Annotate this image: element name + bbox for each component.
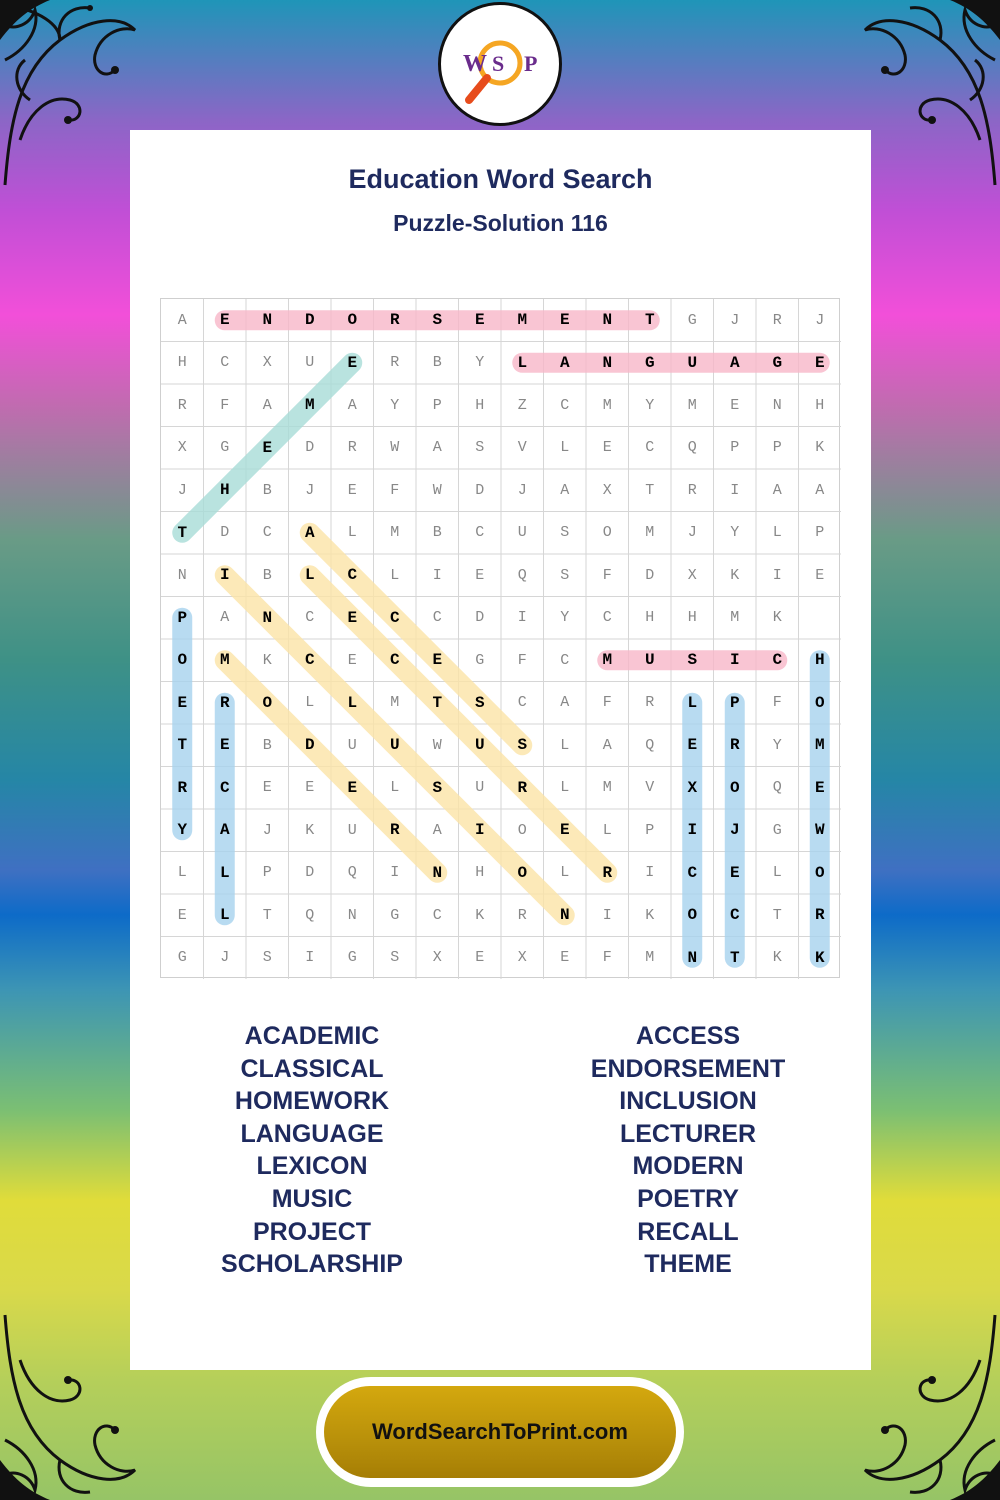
grid-cell: C [729, 906, 740, 925]
grid-cell: U [347, 821, 357, 839]
grid-cell: P [772, 439, 782, 457]
grid-cell: M [602, 779, 612, 797]
grid-cell: L [219, 906, 230, 925]
grid-cell: O [262, 693, 273, 712]
grid-cell: R [687, 481, 697, 499]
site-logo[interactable] [438, 2, 562, 126]
grid-cell: S [475, 439, 485, 457]
grid-cell: E [475, 566, 485, 584]
grid-cell: O [517, 863, 528, 882]
page-title: Education Word Search [348, 164, 653, 194]
word-item: LANGUAGE [240, 1119, 384, 1148]
corner-ornament-bottom-right [860, 1310, 1000, 1500]
grid-cell: M [814, 736, 825, 755]
site-link-button[interactable] [324, 1386, 676, 1478]
grid-cell: N [559, 906, 570, 925]
grid-cell: Q [347, 864, 357, 882]
grid-cell: Q [687, 439, 697, 457]
grid-cell: M [219, 651, 230, 670]
page-subtitle: Puzzle-Solution 116 [393, 210, 608, 236]
grid-cell: L [390, 566, 400, 584]
grid-cell: W [432, 736, 442, 754]
grid-cell: F [772, 694, 782, 712]
grid-cell: B [262, 736, 272, 754]
grid-cell: J [815, 311, 825, 329]
grid-cell: X [687, 566, 697, 584]
grid-cell: Y [560, 609, 570, 627]
grid-cell: B [262, 481, 272, 499]
grid-cell: T [645, 481, 655, 499]
grid-cell: F [390, 481, 400, 499]
grid-cell: P [177, 608, 188, 627]
grid-cell: E [347, 778, 358, 797]
grid-cell: H [645, 609, 655, 627]
grid-cell: H [219, 481, 230, 500]
grid-cell: V [645, 779, 655, 797]
grid-cell: F [602, 949, 612, 967]
grid-cell: N [687, 948, 698, 967]
letter-grid [160, 298, 840, 978]
puzzle-sheet [130, 130, 871, 1370]
grid-cell: B [262, 566, 272, 584]
grid-cell: A [560, 694, 570, 712]
grid-cell: M [687, 396, 697, 414]
grid-cell: K [772, 609, 782, 627]
grid-cell: L [305, 694, 315, 712]
grid-cell: B [432, 354, 442, 372]
flourish-icon [860, 0, 1000, 190]
grid-cell: V [517, 439, 527, 457]
grid-cell: I [219, 566, 230, 585]
grid-cell: D [304, 736, 315, 755]
grid-cell: C [220, 354, 230, 372]
grid-cell: E [177, 906, 187, 924]
grid-cell: F [602, 694, 612, 712]
grid-cell: P [729, 693, 740, 712]
grid-cell: T [432, 693, 443, 712]
grid-cell: P [730, 439, 740, 457]
grid-cell: P [815, 524, 825, 542]
grid-cell: K [814, 948, 825, 967]
grid-cell: N [262, 311, 273, 330]
grid-cell: J [262, 821, 272, 839]
grid-cell: N [432, 863, 443, 882]
grid-cell: S [390, 949, 400, 967]
grid-cell: E [305, 779, 315, 797]
grid-cell: C [389, 608, 400, 627]
grid-cell: O [177, 651, 188, 670]
grid-cell: C [262, 524, 272, 542]
grid-cell: U [687, 353, 698, 372]
grid-cell: A [432, 821, 442, 839]
grid-cell: M [645, 524, 655, 542]
grid-cell: I [730, 481, 740, 499]
word-item: MODERN [632, 1152, 744, 1181]
grid-cell: C [432, 906, 442, 924]
logo-letter-p: P [524, 51, 538, 76]
word-item: LEXICON [256, 1152, 368, 1181]
grid-cell: Q [517, 566, 527, 584]
grid-cell: Y [772, 736, 782, 754]
grid-cell: E [219, 311, 230, 330]
grid-cell: E [347, 481, 357, 499]
grid-cell: R [389, 311, 400, 330]
grid-cell: E [687, 736, 698, 755]
grid-cell: E [177, 693, 188, 712]
grid-cell: I [432, 566, 442, 584]
grid-cell: K [815, 439, 825, 457]
grid-cell: X [262, 354, 272, 372]
grid-cell: U [517, 524, 527, 542]
grid-cell: M [304, 396, 315, 415]
grid-cell: I [687, 821, 698, 840]
grid-cell: C [347, 566, 358, 585]
grid-cell: C [602, 609, 612, 627]
grid-cell: W [390, 439, 400, 457]
grid-cell: H [814, 651, 825, 670]
grid-cell: R [347, 439, 357, 457]
grid-cell: T [644, 311, 655, 330]
grid-cell: L [687, 693, 698, 712]
grid-cell: E [347, 353, 358, 372]
grid-cell: T [772, 906, 782, 924]
grid-cell: U [347, 736, 357, 754]
grid-cell: A [262, 396, 272, 414]
grid-cell: U [475, 779, 485, 797]
grid-cell: Y [475, 354, 485, 372]
grid-cell: O [687, 906, 698, 925]
grid-cell: R [772, 311, 782, 329]
grid-cell: C [645, 439, 655, 457]
grid-cell: A [772, 481, 782, 499]
grid-cell: C [432, 609, 442, 627]
grid-cell: R [517, 906, 527, 924]
grid-cell: O [602, 524, 612, 542]
grid-cell: A [347, 396, 357, 414]
grid-cell: A [559, 353, 570, 372]
corner-ornament-bottom-left [0, 1310, 140, 1500]
grid-cell: T [177, 523, 188, 542]
grid-cell: P [645, 821, 655, 839]
grid-cell: G [644, 353, 655, 372]
word-item: HOMEWORK [234, 1087, 390, 1116]
grid-cell: A [560, 481, 570, 499]
grid-cell: N [602, 311, 613, 330]
site-link-pill[interactable] [316, 1377, 684, 1487]
grid-cell: L [560, 439, 570, 457]
grid-cell: L [177, 864, 187, 882]
logo-letter-w: W [463, 51, 487, 77]
grid-cell: E [432, 651, 443, 670]
word-item: MUSIC [271, 1184, 353, 1213]
grid-cell: E [475, 949, 485, 967]
grid-cell: M [730, 609, 740, 627]
grid-cell: X [687, 778, 698, 797]
grid-cell: C [475, 524, 485, 542]
grid-cell: M [602, 396, 612, 414]
grid-cell: D [220, 524, 230, 542]
grid-cell: M [517, 311, 528, 330]
grid-cell: N [347, 906, 357, 924]
site-link-text[interactable]: WordSearchToPrint.com [372, 1419, 628, 1444]
grid-cell: H [475, 864, 485, 882]
grid-cell: N [262, 608, 273, 627]
grid-cell: I [729, 651, 740, 670]
grid-cell: I [517, 609, 527, 627]
grid-cell: J [730, 311, 740, 329]
grid-cell: Y [645, 396, 655, 414]
grid-cell: L [772, 864, 782, 882]
grid-cell: M [602, 651, 613, 670]
grid-cell: C [304, 651, 315, 670]
grid-cell: C [560, 396, 570, 414]
grid-cell: A [432, 439, 442, 457]
grid-cell: C [389, 651, 400, 670]
grid-cell: D [304, 311, 315, 330]
grid-cell: M [390, 694, 400, 712]
word-item: ACADEMIC [244, 1022, 380, 1050]
logo-letter-s: S [492, 51, 505, 76]
grid-cell: L [390, 779, 400, 797]
grid-cell: R [517, 778, 528, 797]
grid-cell: X [177, 439, 187, 457]
grid-cell: C [772, 651, 783, 670]
grid-cell: J [305, 481, 315, 499]
grid-cell: R [177, 778, 188, 797]
grid-cell: E [560, 949, 570, 967]
grid-cell: S [560, 524, 570, 542]
grid-cell: O [517, 821, 527, 839]
word-item: ENDORSEMENT [590, 1054, 786, 1083]
grid-cell: R [219, 693, 230, 712]
grid-cell: E [347, 608, 358, 627]
word-list-right [523, 1020, 853, 1281]
grid-cell: S [262, 949, 272, 967]
word-item: ACCESS [635, 1022, 741, 1050]
grid-cell: C [219, 778, 230, 797]
grid-cell: I [474, 821, 485, 840]
grid-cell: G [475, 651, 485, 669]
grid-cell: K [475, 906, 485, 924]
grid-cell: F [602, 566, 612, 584]
grid-cell: K [305, 821, 315, 839]
grid-cell: S [687, 651, 698, 670]
word-item: LECTURER [619, 1119, 757, 1148]
grid-cell: W [814, 821, 825, 840]
grid-cell: M [390, 524, 400, 542]
grid-cell: R [390, 354, 400, 372]
word-item: CLASSICAL [240, 1054, 384, 1083]
grid-cell: E [729, 863, 740, 882]
flourish-icon [0, 1310, 140, 1500]
grid-cell: T [262, 906, 272, 924]
grid-cell: S [517, 736, 528, 755]
grid-cell: K [730, 566, 740, 584]
grid-cell: E [814, 778, 825, 797]
grid-cell: A [729, 353, 740, 372]
grid-cell: C [687, 863, 698, 882]
grid-cell: L [560, 779, 570, 797]
grid-cell: D [645, 566, 655, 584]
grid-cell: A [220, 609, 230, 627]
grid-cell: W [432, 481, 442, 499]
grid-cell: A [602, 736, 612, 754]
grid-cell: Q [305, 906, 315, 924]
grid-cell: O [729, 778, 740, 797]
word-item: PROJECT [252, 1217, 372, 1246]
grid-cell: E [347, 651, 357, 669]
grid-cell: T [729, 948, 740, 967]
grid-cell: L [772, 524, 782, 542]
grid-cell: I [645, 864, 655, 882]
grid-cell: N [602, 353, 613, 372]
grid-cell: R [389, 821, 400, 840]
grid-cell: Y [390, 396, 400, 414]
grid-cell: J [177, 481, 187, 499]
grid-cell: I [772, 566, 782, 584]
grid-cell: H [177, 354, 187, 372]
grid-cell: G [772, 353, 783, 372]
grid-cell: P [262, 864, 272, 882]
grid-cell: L [560, 864, 570, 882]
grid-cell: L [602, 821, 612, 839]
grid-cell: G [772, 821, 782, 839]
corner-ornament-top-left [0, 0, 140, 190]
grid-cell: P [432, 396, 442, 414]
word-item: POETRY [637, 1184, 739, 1213]
grid-cell: H [815, 396, 825, 414]
grid-cell [799, 597, 842, 640]
grid-cell: L [219, 863, 230, 882]
grid-cell: R [177, 396, 187, 414]
grid-cell: S [432, 778, 443, 797]
grid-cell: I [390, 864, 400, 882]
grid-cell: L [517, 353, 528, 372]
grid-cell: I [602, 906, 612, 924]
grid-cell: E [474, 311, 485, 330]
grid-cell: E [602, 439, 612, 457]
grid-cell: E [262, 779, 272, 797]
grid-cell: H [687, 609, 697, 627]
flourish-icon [0, 0, 140, 190]
grid-cell: U [305, 354, 315, 372]
grid-cell: Q [645, 736, 655, 754]
grid-cell: B [432, 524, 442, 542]
flourish-icon [860, 1310, 1000, 1500]
grid-cell: T [177, 736, 188, 755]
word-item: THEME [644, 1250, 732, 1279]
grid-cell: E [262, 438, 273, 457]
grid-cell: C [560, 651, 570, 669]
grid-cell: Q [772, 779, 782, 797]
grid-cell: H [475, 396, 485, 414]
grid-cell: S [474, 693, 485, 712]
grid-cell: A [219, 821, 230, 840]
grid-cell: D [305, 439, 315, 457]
magnifier-icon [441, 5, 559, 123]
grid-cell: N [772, 396, 782, 414]
grid-cell: D [305, 864, 315, 882]
grid-cell: J [729, 821, 740, 840]
word-item: SCHOLARSHIP [221, 1250, 403, 1279]
grid-cell: A [815, 481, 825, 499]
grid-cell: R [602, 863, 613, 882]
grid-cell: E [559, 821, 570, 840]
word-list-left [147, 1020, 477, 1281]
grid-cell: E [815, 566, 825, 584]
grid-cell: L [347, 693, 358, 712]
grid-cell: L [304, 566, 315, 585]
grid-cell: U [474, 736, 485, 755]
grid-cell: L [347, 524, 357, 542]
grid-cell: Y [177, 821, 188, 840]
grid-cell: Y [730, 524, 740, 542]
grid-cell: C [305, 609, 315, 627]
grid-cell: J [220, 949, 230, 967]
grid-cell: R [645, 694, 655, 712]
grid-cell: D [475, 481, 485, 499]
grid-cell: G [347, 949, 357, 967]
grid-cell: O [814, 863, 825, 882]
grid-cell: J [687, 524, 697, 542]
grid-cell: X [602, 481, 612, 499]
grid-cell: L [560, 736, 570, 754]
grid-cell: D [475, 609, 485, 627]
grid-cell: G [390, 906, 400, 924]
grid-cell: S [432, 311, 443, 330]
grid-cell: C [517, 694, 527, 712]
grid-cell: G [177, 949, 187, 967]
grid-cell: Z [517, 396, 527, 414]
grid-cell: J [517, 481, 527, 499]
corner-ornament-top-right [860, 0, 1000, 190]
grid-cell: E [219, 736, 230, 755]
word-item: INCLUSION [619, 1087, 757, 1116]
grid-cell: O [814, 693, 825, 712]
grid-cell: A [177, 311, 187, 329]
word-item: RECALL [637, 1217, 739, 1246]
grid-cell: M [645, 949, 655, 967]
grid-cell: X [432, 949, 442, 967]
grid-cell: K [772, 949, 782, 967]
grid-cell: K [645, 906, 655, 924]
grid-cell: X [517, 949, 527, 967]
grid-cell: F [517, 651, 527, 669]
grid-cell: S [560, 566, 570, 584]
grid-cell: G [220, 439, 230, 457]
grid-cell: U [389, 736, 400, 755]
grid-cell: K [262, 651, 272, 669]
grid-cell: A [304, 523, 315, 542]
grid-cell: E [559, 311, 570, 330]
grid-letters [161, 299, 841, 979]
grid-cell: G [687, 311, 697, 329]
grid-cell: E [814, 353, 825, 372]
grid-cell: R [814, 906, 825, 925]
grid-cell: I [305, 949, 315, 967]
grid-cell: R [729, 736, 740, 755]
grid-cell: O [347, 311, 358, 330]
grid-cell: E [730, 396, 740, 414]
grid-cell: N [177, 566, 187, 584]
grid-cell: U [644, 651, 655, 670]
grid-cell: F [220, 396, 230, 414]
